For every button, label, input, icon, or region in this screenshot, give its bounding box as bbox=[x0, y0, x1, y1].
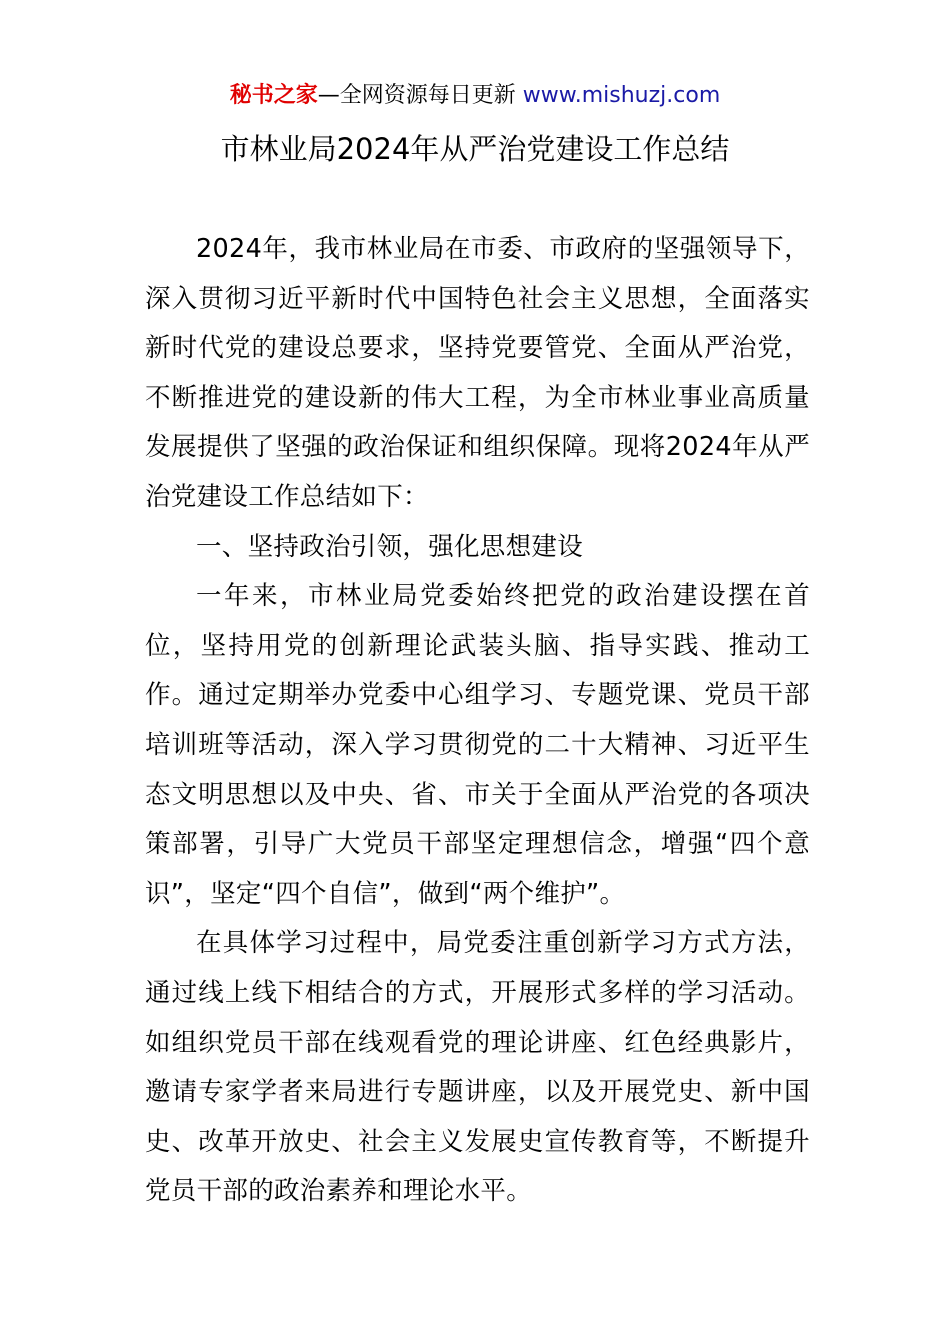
document-title: 市林业局2024年从严治党建设工作总结 bbox=[220, 132, 730, 166]
body-paragraph-1: 一年来，市林业局党委始终把党的政治建设摆在首位，坚持用党的创新理论武装头脑、指导实践、推动工作。通过定期举办党委中心组学习、专题党课、党员干部培训班等活动，深入学习贯彻党的二十大精神、习近平生态文明思想以及中央、省、市关于全面从严治党的各项决策部署，引导广大党员干部坚定理想信念，增强“四个意识”，坚定“四个自信”，做到“两个维护”。 bbox=[145, 581, 810, 909]
body-paragraph-2: 在具体学习过程中，局党委注重创新学习方式方法，通过线上线下相结合的方式，开展形式多样的学习活动。如组织党员干部在线观看党的理论讲座、红色经典影片，邀请专家学者来局进行专题讲座，以及开展党史、新中国史、改革开放史、社会主义发展史宣传教育等，不断提升党员干部的政治素养和理论水平。 bbox=[145, 928, 810, 1207]
intro-paragraph: 2024年，我市林业局在市委、市政府的坚强领导下，深入贯彻习近平新时代中国特色社会主义思想，全面落实新时代党的建设总要求，坚持党要管党、全面从严治党，不断推进党的建设新的伟大工程，为全市林业事业高质量发展提供了坚强的政治保证和组织保障。现将2024年从严治党建设工作总结如下： bbox=[145, 234, 810, 512]
document-body bbox=[145, 225, 810, 1217]
brand-name: 秘书之家 bbox=[229, 83, 318, 108]
site-header bbox=[0, 80, 950, 112]
site-url-link[interactable]: www.mishuzj.com bbox=[522, 83, 721, 108]
header-tagline: —全网资源每日更新 bbox=[317, 83, 523, 108]
section-heading-1: 一、坚持政治引领，强化思想建设 bbox=[196, 531, 584, 562]
